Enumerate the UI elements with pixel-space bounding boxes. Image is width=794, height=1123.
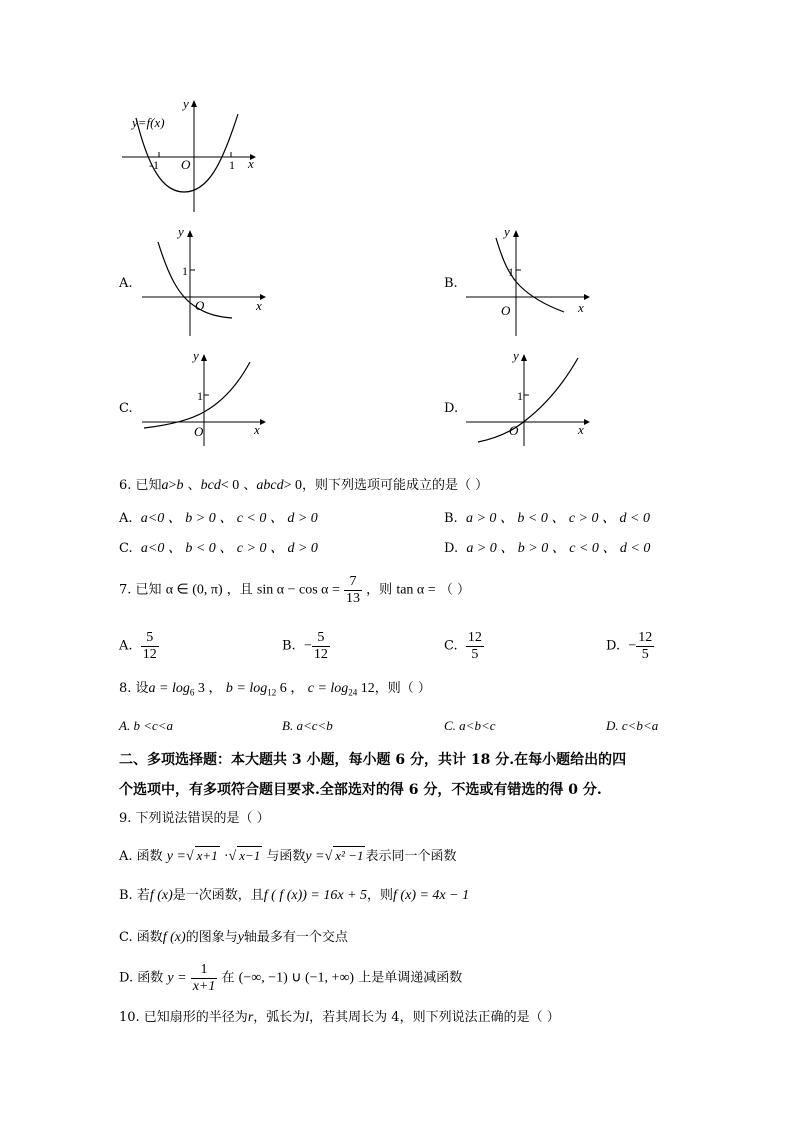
q6-option-d: D. a > 0 、 b > 0 、 c < 0 、 d < 0	[444, 541, 651, 556]
q7-option-a: A. $\frac{5}{12}$	[119, 630, 157, 662]
q6-option-b: B. a > 0 、 b < 0 、 c > 0 、 d < 0	[444, 511, 650, 526]
y-axis-arrow	[191, 100, 197, 107]
q8-option-d: D. c<b<a	[606, 718, 659, 733]
option-b-label: B.	[444, 276, 458, 291]
decreasing-curve	[496, 238, 564, 312]
q9-option-d: D. 函数 y = $\frac{1}{x+1}$ 在 (−∞, −1) ∪ (−1, +∞) 上是单调递减函数	[119, 962, 463, 994]
svg-text:x: x	[578, 422, 584, 437]
q7-option-c: C. $\frac{12}{5}$	[444, 630, 482, 662]
svg-text:x: x	[254, 422, 260, 437]
svg-text:x: x	[256, 298, 262, 313]
option-a-label: A.	[119, 276, 133, 291]
q6-option-c: C. a<0 、 b < 0 、 c > 0 、 d > 0	[119, 541, 318, 556]
q8-option-b: B. a<c<b	[282, 718, 333, 733]
svg-text:O: O	[194, 424, 204, 439]
q9-option-a: A. 函数 y =√ x+1 ·√ x−1 与函数y =√ x² −1 表示同一个函数	[119, 848, 457, 864]
q6-stem: 6. 已知a>b 、bcd< 0 、abcd> 0，则下列选项可能成立的是（ ）	[119, 478, 489, 493]
q7-option-b: B. − $\frac{5}{12}$	[282, 630, 328, 662]
section-2-heading-line2: 个选项中，有多项符合题目要求.全部选对的得 6 分，不选或有错选的得 0 分.	[119, 782, 602, 798]
svg-text:O: O	[509, 423, 519, 438]
svg-text:1: 1	[508, 265, 514, 279]
option-a-graph	[140, 224, 270, 340]
q8-option-a: A. b <c<a	[119, 718, 174, 733]
q8-stem: 8. 设$a = \log_6 3$ ， $b = \log_{12} 6$ ， $c = \log_{24} 12$，则（ ）	[119, 681, 431, 698]
svg-text:y: y	[504, 224, 510, 239]
svg-text:O: O	[501, 303, 511, 318]
svg-text:y: y	[178, 224, 184, 239]
svg-text:1: 1	[197, 389, 203, 403]
q9-option-b: B. 若f (x)是一次函数，且f ( f (x)) = 16x + 5，则f (x) = 4x − 1	[119, 888, 470, 903]
svg-text:O: O	[195, 298, 205, 313]
minus-one-label: -1	[149, 158, 159, 172]
x-label: x	[248, 156, 254, 171]
section-2-heading-line1: 二、多项选择题：本大题共 3 小题，每小题 6 分，共计 18 分.在每小题给出的四	[119, 752, 627, 768]
svg-text:y: y	[513, 348, 519, 363]
q6-option-a: A. a<0 、 b > 0 、 c < 0 、 d > 0	[119, 511, 318, 526]
q7-option-d: D. − $\frac{12}{5}$	[606, 630, 653, 662]
one-label: 1	[229, 158, 235, 172]
option-c-graph	[140, 348, 270, 448]
option-b-graph	[464, 224, 594, 340]
svg-text:1: 1	[182, 264, 188, 278]
option-c-label: C.	[119, 401, 133, 416]
q10-stem: 10. 已知扇形的半径为r，弧长为l，若其周长为 4，则下列说法正确的是（ ）	[119, 1010, 560, 1025]
svg-text:x: x	[578, 300, 584, 315]
q8-option-c: C. a<b<c	[444, 718, 496, 733]
q9-stem: 9. 下列说法错误的是（ ）	[119, 811, 270, 826]
top-function-graph	[118, 96, 258, 216]
svg-text:1: 1	[517, 389, 523, 403]
option-d-label: D.	[444, 401, 459, 416]
svg-text:y: y	[193, 348, 199, 363]
q9-option-c: C. 函数f (x)的图象与y轴最多有一个交点	[119, 930, 348, 945]
q7-stem: 7. 已知 α ∈ (0, π) ，且 sin α − cos α = $\frac{7}{13}$ ，则 tan α = （ ）	[119, 574, 470, 606]
y-label: y	[183, 96, 189, 111]
increasing-curve	[478, 358, 578, 442]
function-label: y=f(x)	[132, 115, 165, 130]
option-d-graph	[464, 348, 594, 448]
origin-label: O	[181, 157, 191, 172]
